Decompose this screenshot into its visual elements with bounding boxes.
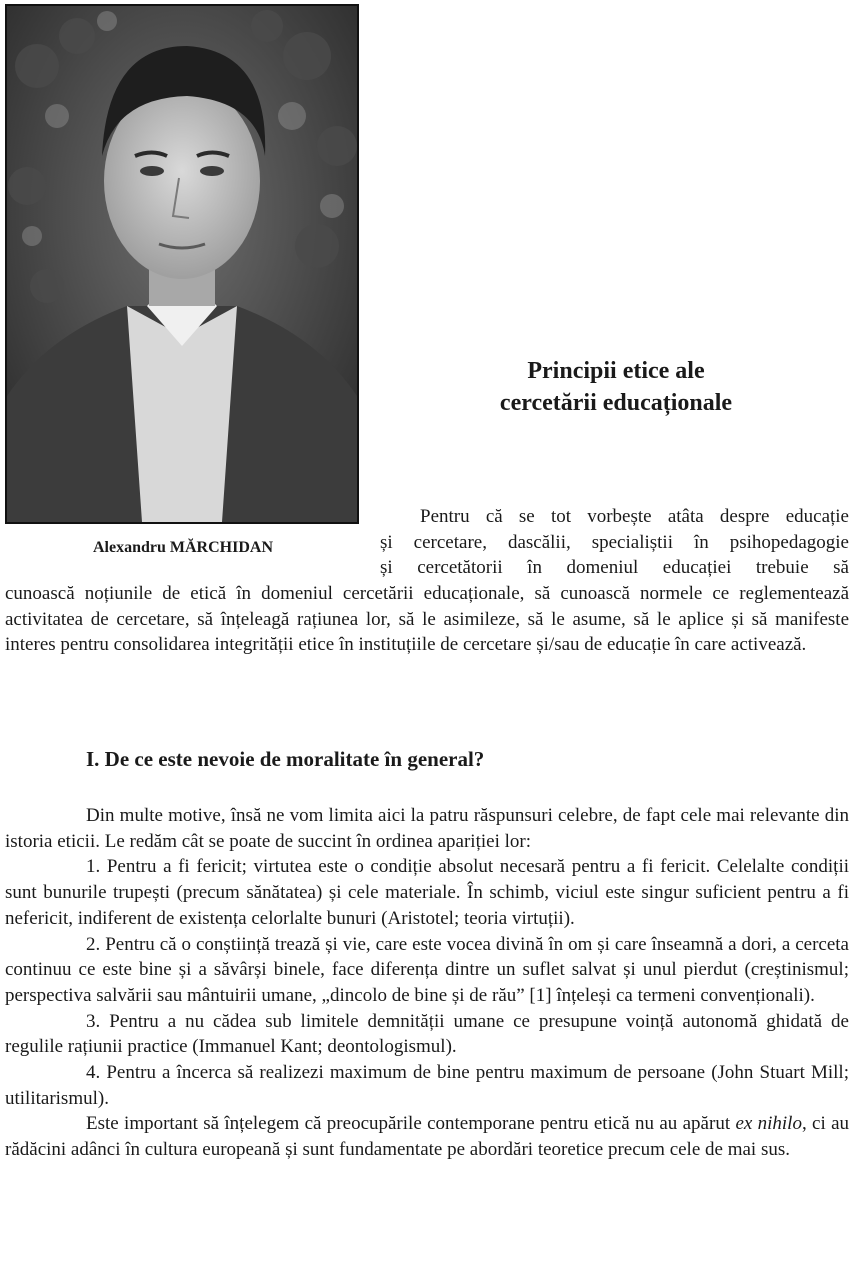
intro-line-2: și cercetare, dascălii, specialiștii în psihopedagogie [380, 531, 849, 553]
section-body [5, 803, 849, 1163]
intro-line-1: Pentru că se tot vorbește atâta despre educație [420, 506, 849, 527]
list-item-3: 3. Pentru a nu cădea sub limitele demnității umane ce presupune voință autonomă ghidată de regulile rațiunii practice (Immanuel Kant; deontologismul). [5, 1010, 849, 1058]
article-title-line-2: cercetării educaționale [499, 390, 733, 416]
last-paragraph-before-italic: Este important să înțelegem că preocupările contemporane pentru etică nu au apărut [86, 1113, 731, 1135]
intro-paragraph-start [380, 504, 849, 581]
intro-rest-text: cunoască noțiunile de etică în domeniul cercetării educaționale, să cunoască normele ce reglementează activitatea de cercetare, să înțeleagă rațiunea lor, să le asimileze, să le asume, să le aplice și să manifeste interes pentru consolidarea integrității etice în instituțiile de cercetare și/sau de educație în care activează. [5, 583, 849, 656]
section-paragraph-last [5, 1111, 849, 1162]
last-paragraph-after-italic: , ci au rădăcini adânci în cultura europeană și sunt fundamentate pe abordări teoretice precum cele de mai sus. [5, 1113, 850, 1161]
list-item-1: 1. Pentru a fi fericit; virtutea este o condiție absolut necesară pentru a fi fericit. Celelalte condiții sunt bunurile trupești (precum sănătatea) și cele materiale. În schimb, viciul este singur suficient pentru a fi nefericit, indiferent de existența celorlalte bunuri (Aristotel; teoria virtuții). [5, 856, 849, 929]
section-paragraph-1: Din multe motive, însă ne vom limita aici la patru răspunsuri celebre, de fapt cele mai relevante din istoria eticii. Le redăm cât se poate de succint în ordinea apariției lor: [5, 805, 849, 852]
intro-paragraph-continuation [5, 581, 849, 658]
intro-line-3: și cercetătorii în domeniul educației trebuie să [380, 557, 849, 579]
article-title [430, 355, 802, 419]
author-photo [5, 4, 359, 524]
article-title-line-1: Principii etice ale [527, 358, 705, 384]
list-item-4: 4. Pentru a încerca să realizezi maximum de bine pentru maximum de persoane (John Stuart Mill; utilitarismul). [5, 1062, 849, 1109]
italic-term: ex nihilo [735, 1113, 802, 1135]
section-heading: I. De ce este nevoie de moralitate în general? [86, 747, 485, 771]
author-caption: Alexandru MĂRCHIDAN [93, 539, 273, 556]
list-item-2: 2. Pentru că o conștiință trează și vie, care este vocea divină în om și care înseamnă a dori, a cerceta continuu ce este bine și a săvârși binele, face diferența dintre un suflet salvat și unul pierdut (creștinismul; perspectiva salvării sau mântuirii umane, „dincolo de bine și de rău” [1] înțeleși ca termeni convenționali). [5, 933, 849, 1006]
